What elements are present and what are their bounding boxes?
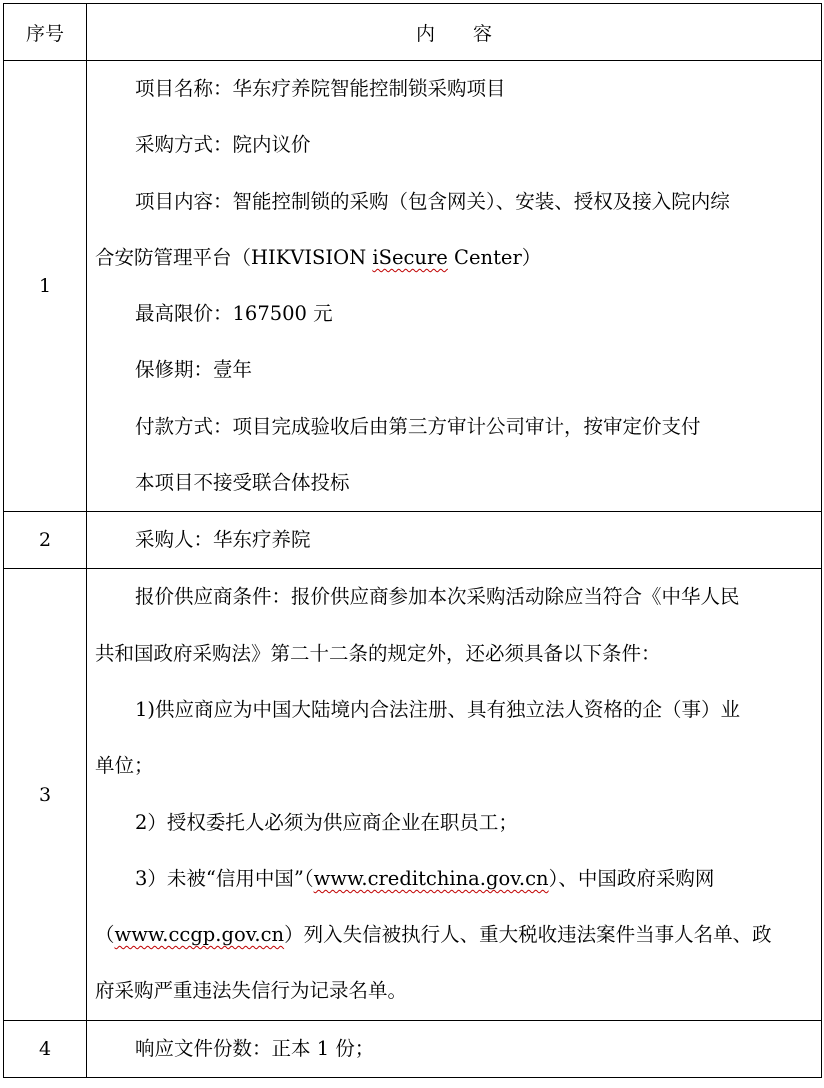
condition-1-line: 1)供应商应为中国大陆境内合法注册、具有独立法人资格的企（事）业 xyxy=(135,697,741,721)
header-serial-number: 序号 xyxy=(4,4,87,61)
platform-text-b: Center） xyxy=(447,245,542,269)
project-content-line: 项目内容：智能控制锁的采购（包含网关）、安装、授权及接入院内综 xyxy=(135,189,730,213)
condition-2-line: 2）授权委托人必须为供应商企业在职员工； xyxy=(135,810,518,834)
procurement-table xyxy=(3,3,822,1078)
condition-3-line xyxy=(87,851,821,907)
supplier-conditions-line-cont: 共和国政府采购法》第二十二条的规定外，还必须具备以下条件： xyxy=(95,641,661,665)
condition-3-text-d: ）列入失信被执行人、重大税收违法案件当事人名单、政 xyxy=(284,923,772,947)
ccgp-link-text: www.ccgp.gov.cn xyxy=(114,923,285,947)
row-content xyxy=(87,569,822,1020)
condition-3-text-a: 3）未被“信用中国”（ xyxy=(135,866,314,890)
platform-text-isecure: iSecure xyxy=(372,245,448,269)
response-copies-line: 响应文件份数：正本 1 份； xyxy=(135,1036,375,1060)
table-header-row xyxy=(4,4,822,61)
row-content xyxy=(87,61,822,512)
condition-1-line-cont: 单位； xyxy=(95,754,154,778)
project-content-line-cont xyxy=(87,230,821,286)
creditchina-link-text: www.creditchina.gov.cn xyxy=(313,866,549,890)
row-number: 1 xyxy=(4,61,87,512)
procurement-method-line: 采购方式：院内议价 xyxy=(135,133,311,157)
row-number: 4 xyxy=(4,1020,87,1077)
row-content xyxy=(87,1020,822,1077)
condition-3-text-c: （ xyxy=(95,923,115,947)
supplier-conditions-line: 报价供应商条件：报价供应商参加本次采购活动除应当符合《中华人民 xyxy=(135,585,740,609)
row-content xyxy=(87,512,822,569)
header-content-char-1: 内 xyxy=(415,22,435,45)
header-content xyxy=(87,4,822,61)
condition-3-line-cont xyxy=(87,907,821,963)
table-row xyxy=(4,61,822,512)
purchaser-line: 采购人：华东疗养院 xyxy=(135,528,311,552)
condition-3-line-end: 府采购严重违法失信行为记录名单。 xyxy=(95,979,408,1003)
no-consortium-line: 本项目不接受联合体投标 xyxy=(135,471,350,495)
payment-method-line: 付款方式：项目完成验收后由第三方审计公司审计，按审定价支付 xyxy=(135,414,701,438)
row-number: 3 xyxy=(4,569,87,1020)
condition-3-text-b: ）、中国政府采购网 xyxy=(548,866,715,890)
warranty-line: 保修期：壹年 xyxy=(135,358,253,382)
project-name-line: 项目名称：华东疗养院智能控制锁采购项目 xyxy=(135,77,506,100)
table-row xyxy=(4,1020,822,1077)
table-row xyxy=(4,569,822,1020)
platform-text-a: 合安防管理平台（HIKVISION xyxy=(95,245,373,269)
row-number: 2 xyxy=(4,512,87,569)
table-row xyxy=(4,512,822,569)
max-price-line: 最高限价：167500 元 xyxy=(135,302,333,326)
header-content-char-2: 容 xyxy=(473,22,493,45)
